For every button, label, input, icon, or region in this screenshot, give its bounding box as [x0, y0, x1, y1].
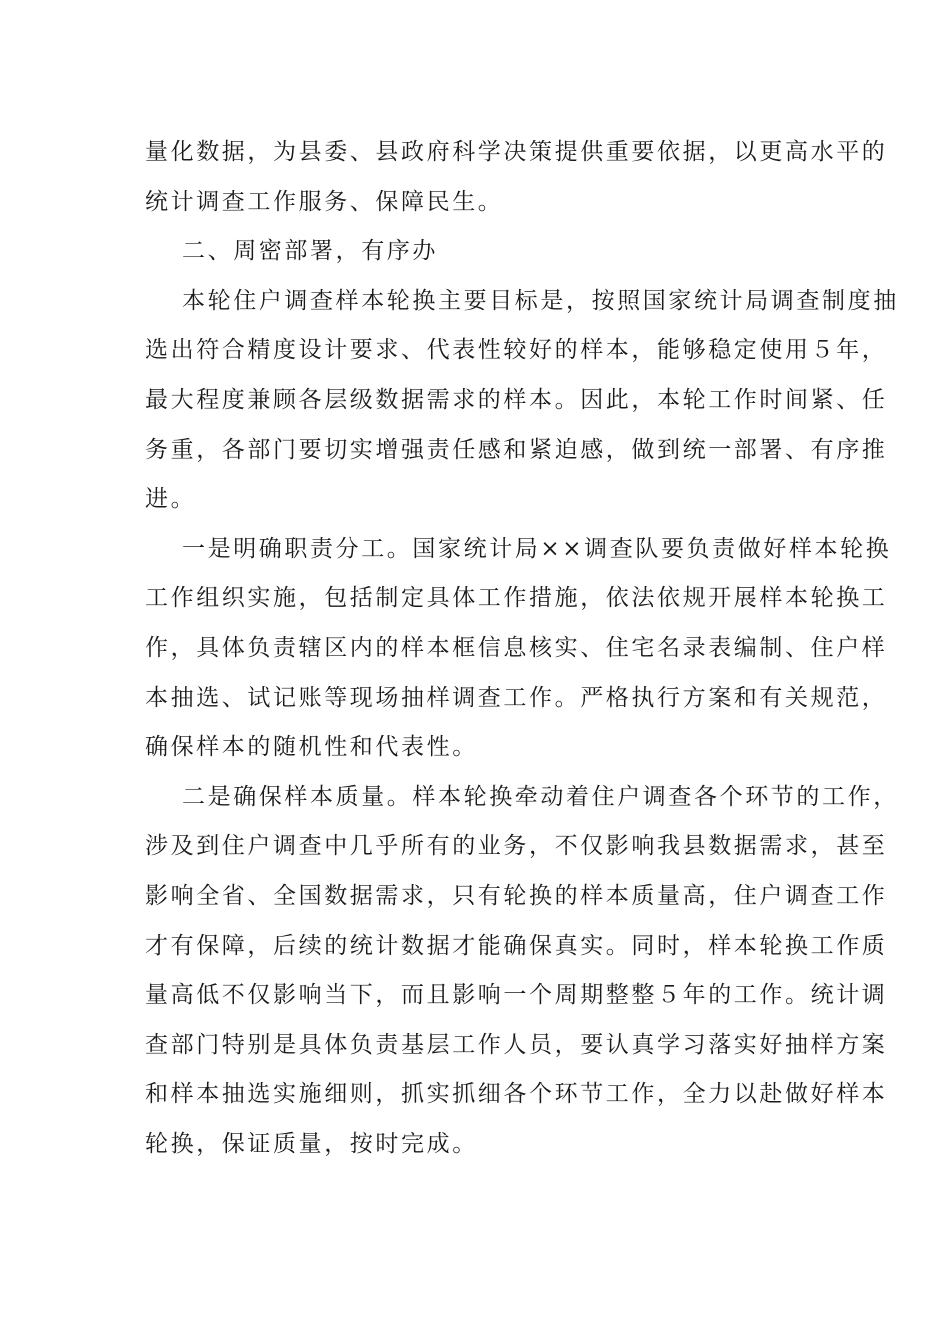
text-line: 涉及到住户调查中几乎所有的业务，不仅影响我县数据需求，甚至	[145, 833, 888, 860]
text-line: 量化数据，为县委、县政府科学决策提供重要依据，以更高水平的	[145, 139, 888, 165]
text-line: 作，具体负责辖区内的样本框信息核实、住宅名录表编制、住户样	[145, 634, 888, 661]
text-line: 务重，各部门要切实增强责任感和紧迫感，做到统一部署、有序推	[145, 436, 888, 463]
text-line: 统计调查工作服务、保障民生。	[145, 188, 504, 215]
text-line: 确保样本的随机性和代表性。	[145, 734, 478, 761]
text-line: 本轮住户调查样本轮换主要目标是，按照国家统计局调查制度抽	[182, 287, 899, 314]
text-line: 影响全省、全国数据需求，只有轮换的样本质量高，住户调查工作	[145, 882, 888, 909]
text-line: 量高低不仅影响当下，而且影响一个周期整整５年的工作。统计调	[145, 982, 888, 1009]
text-line: 最大程度兼顾各层级数据需求的样本。因此，本轮工作时间紧、任	[145, 386, 888, 413]
text-line: 查部门特别是具体负责基层工作人员，要认真学习落实好抽样方案	[145, 1031, 888, 1058]
text-line: 选出符合精度设计要求、代表性较好的样本，能够稳定使用５年，	[145, 337, 888, 364]
section-heading: 二、周密部署，有序办	[182, 238, 438, 265]
text-line: 工作组织实施，包括制定具体工作措施，依法依规开展样本轮换工	[145, 585, 888, 612]
text-line: 一是明确职责分工。国家统计局××调查队要负责做好样本轮换	[182, 535, 892, 562]
text-line: 轮换，保证质量，按时完成。	[145, 1130, 478, 1157]
text-line: 和样本抽选实施细则，抓实抓细各个环节工作，全力以赴做好样本	[145, 1081, 888, 1108]
text-line: 本抽选、试记账等现场抽样调查工作。严格执行方案和有关规范，	[145, 684, 888, 711]
text-line: 才有保障，后续的统计数据才能确保真实。同时，样本轮换工作质	[145, 932, 888, 959]
document-body	[145, 128, 899, 1169]
text-line: 二是确保样本质量。样本轮换牵动着住户调查各个环节的工作，	[182, 783, 899, 810]
text-line: 进。	[145, 486, 197, 513]
